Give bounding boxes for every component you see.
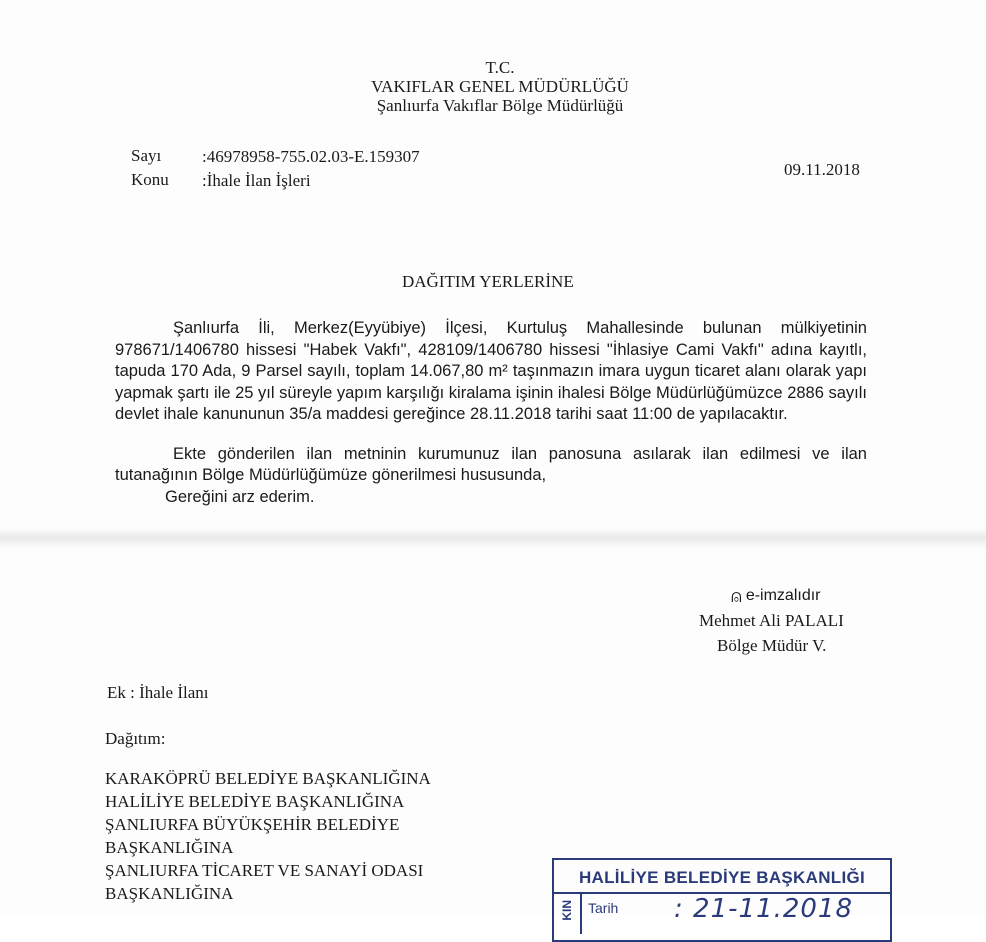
stamp-date-value: : 21-11.2018: [674, 894, 854, 924]
header-regional-office: Şanlıurfa Vakıflar Bölge Müdürlüğü: [376, 96, 624, 115]
paper-fold: [0, 528, 986, 548]
body-paragraph-2: Ekte gönderilen ilan metninin kurumunuz ilan panosuna asılarak ilan edilmesi ve ilan tutanağının Bölge Müdürlüğümüze gönerilmesi hususunda,: [115, 444, 867, 484]
konu-value: :İhale İlan İşleri: [202, 171, 311, 190]
header-tc: T.C.: [485, 58, 515, 77]
signer-name: Mehmet Ali PALALI: [699, 611, 844, 630]
body-paragraph-3: Gereğini arz ederim.: [165, 487, 315, 506]
distribution-item: ŞANLIURFA BÜYÜKŞEHİR BELEDİYE: [105, 815, 400, 834]
esignature-text: e-imzalıdır: [745, 587, 821, 604]
distribution-item: BAŞKANLIĞINA: [105, 884, 234, 903]
attachment-line: Ek : İhale İlanı: [107, 683, 209, 702]
distribution-item: KARAKÖPRÜ BELEDİYE BAŞKANLIĞINA: [105, 769, 431, 788]
document-date: 09.11.2018: [784, 160, 860, 179]
letter-body: [115, 318, 867, 508]
stamp-divider: [580, 894, 582, 934]
distribution-label: Dağıtım:: [105, 729, 166, 748]
body-paragraph-1: Şanlıurfa İli, Merkez(Eyyübiye) İlçesi, Kurtuluş Mahallesinde bulunan mülkiyetinin 978671/1406780 hissesi "Habek Vakfı", 428109/1406780 hissesi "İhlasiye Cami Vakfı" adına kayıtlı, tapuda 170 Ada, 9 Parsel sayılı, toplam 14.067,80 m² taşınmazın imara uygun ticaret alanı olarak yapı yapmak şartı ile 25 yıl süreyle yapım karşılığı kiralama işinin ihalesi Bölge Müdürlüğümüzce 2886 sayılı devlet ihale kanununun 35/a maddesi gereğince 28.11.2018 tarihi saat 11:00 de yapılacaktır.: [115, 319, 867, 423]
stamp-date-row: [554, 892, 890, 934]
signer-title: Bölge Müdür V.: [717, 636, 827, 655]
ribbon-icon: ⍝: [731, 586, 742, 606]
recipient-heading: DAĞITIM YERLERİNE: [402, 272, 574, 291]
distribution-list: [105, 767, 431, 905]
sayi-label: Sayı: [131, 146, 162, 165]
stamp-side-text: KIN: [560, 900, 574, 921]
stamp-title: HALİLİYE BELEDİYE BAŞKANLIĞI: [578, 868, 866, 887]
distribution-item: BAŞKANLIĞINA: [105, 838, 234, 857]
received-stamp: [552, 858, 892, 942]
distribution-item: ŞANLIURFA TİCARET VE SANAYİ ODASI: [105, 861, 424, 880]
sayi-value: :46978958-755.02.03-E.159307: [202, 147, 420, 166]
distribution-item: HALİLİYE BELEDİYE BAŞKANLIĞINA: [105, 792, 405, 811]
esignature-note: [731, 586, 821, 607]
header-institution: VAKIFLAR GENEL MÜDÜRLÜĞÜ: [371, 77, 629, 96]
stamp-date-label: Tarih: [588, 900, 619, 916]
konu-label: Konu: [131, 170, 169, 189]
